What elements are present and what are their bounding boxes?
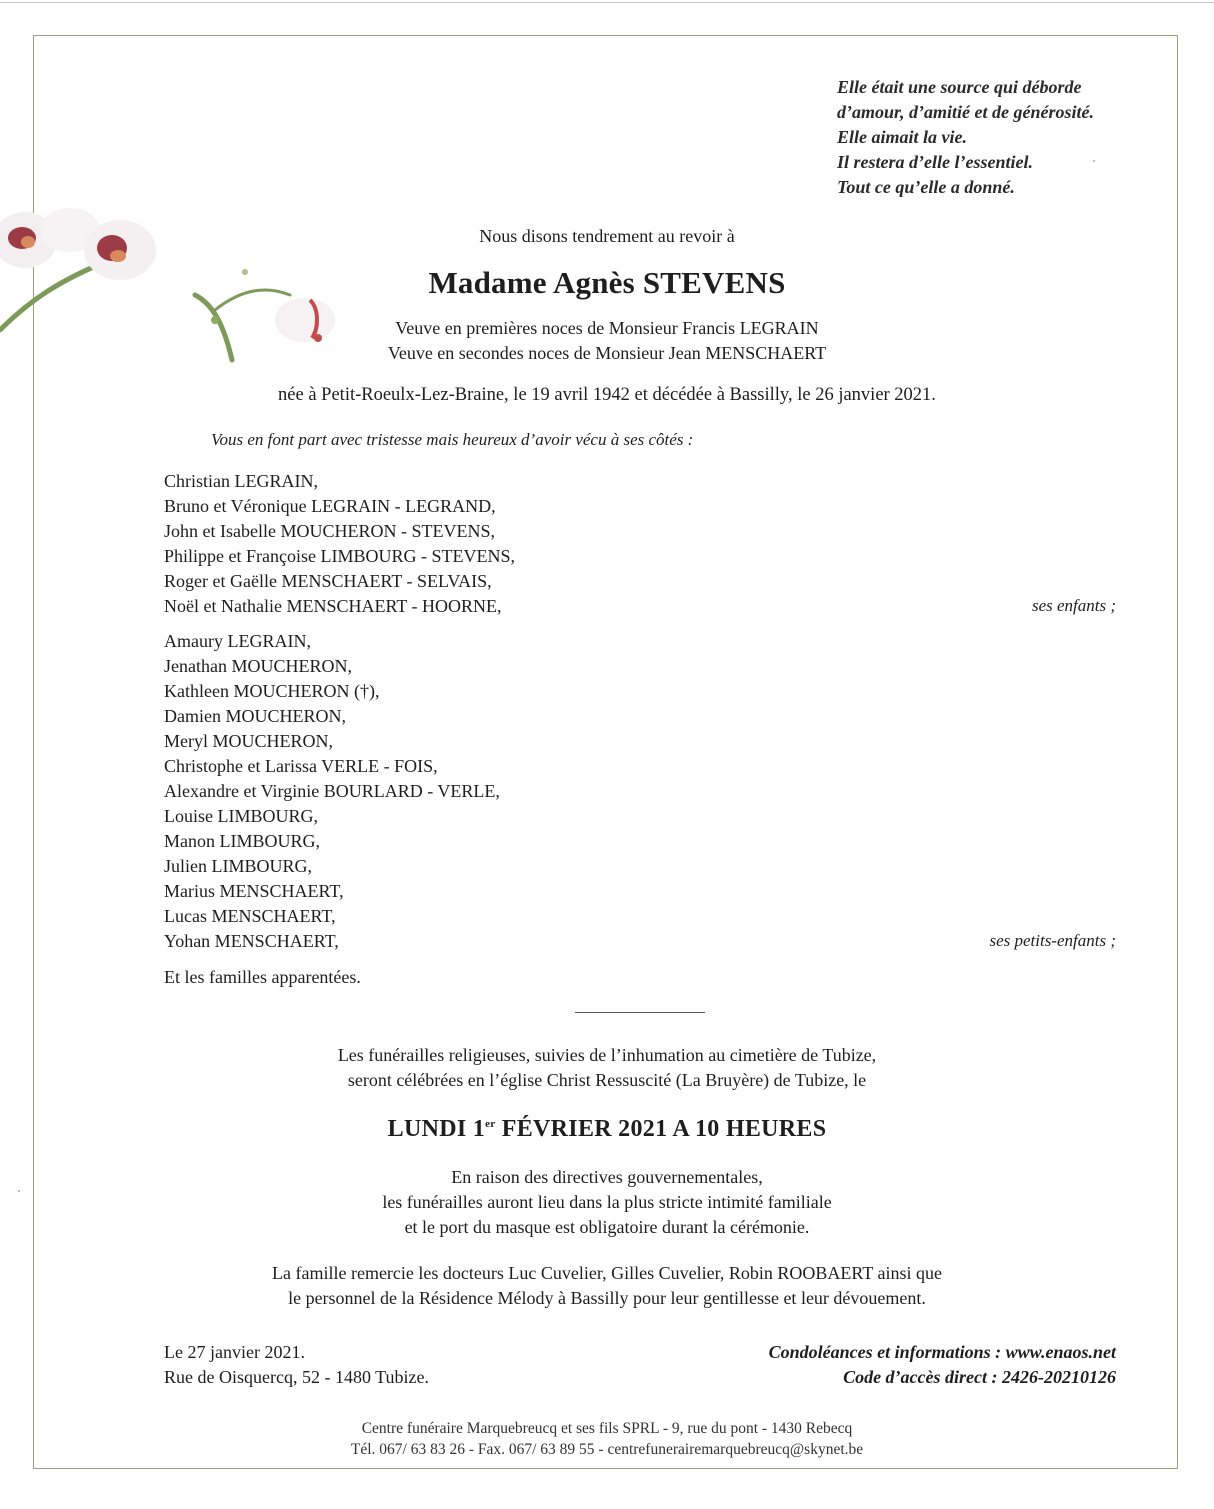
deceased-name: Madame Agnès STEVENS [428, 265, 786, 300]
thanks-line: La famille remercie les docteurs Luc Cuvelier, Gilles Cuvelier, Robin ROOBAERT ainsi que [272, 1263, 942, 1283]
thanks-notice [0, 1261, 1214, 1311]
announcement-line: Vous en font part avec tristesse mais heureux d’avoir vécu à ses côtés : [211, 430, 694, 449]
covid-notice [0, 1165, 1214, 1240]
children-relation: ses enfants ; [1031, 596, 1116, 615]
list-item: Amaury LEGRAIN, [164, 631, 311, 651]
poem-line: Il restera d’elle l’essentiel. [837, 152, 1033, 172]
condolences-info [769, 1340, 1116, 1390]
funeral-date-rest: FÉVRIER 2021 A 10 HEURES [495, 1116, 827, 1142]
funeral-date [0, 1116, 1214, 1143]
covid-line: les funérailles auront lieu dans la plus stricte intimité familiale [382, 1192, 832, 1212]
poem-line: Tout ce qu’elle a donné. [837, 177, 1015, 197]
covid-line: et le port du masque est obligatoire durant la cérémonie. [404, 1217, 810, 1237]
family-address: Rue de Oisquercq, 52 - 1480 Tubize. [164, 1367, 429, 1387]
footer-contact: Tél. 067/ 63 83 26 - Fax. 067/ 63 89 55 - centrefunerairemarquebreucq@skynet.be [350, 1441, 864, 1458]
list-item: Roger et Gaëlle MENSCHAERT - SELVAIS, [164, 571, 492, 591]
funeral-date-ordinal: er [485, 1118, 496, 1130]
families-line: Et les familles apparentées. [164, 967, 361, 987]
scan-speck [1093, 160, 1095, 162]
list-item: Lucas MENSCHAERT, [164, 906, 336, 926]
children-list [164, 469, 515, 619]
poem [837, 75, 1094, 200]
list-item: Christian LEGRAIN, [164, 471, 318, 491]
access-code: Code d’accès direct : 2426-20210126 [843, 1367, 1116, 1387]
widow-info [0, 316, 1214, 366]
list-item: Louise LIMBOURG, [164, 806, 318, 826]
scan-top-line [0, 2, 1214, 3]
birth-death-info: née à Petit-Roeulx-Lez-Braine, le 19 avril 1942 et décédée à Bassilly, le 26 janvier 2021. [278, 385, 936, 405]
list-item: Noël et Nathalie MENSCHAERT - HOORNE, [164, 596, 502, 616]
list-item: Marius MENSCHAERT, [164, 881, 344, 901]
grandchildren-list [164, 629, 500, 954]
grandchildren-relation: ses petits-enfants ; [989, 931, 1116, 950]
intro-text: Nous disons tendrement au revoir à [479, 226, 735, 246]
list-item: Christophe et Larissa VERLE - FOIS, [164, 756, 438, 776]
list-item: Jenathan MOUCHERON, [164, 656, 352, 676]
date-and-address [164, 1340, 429, 1390]
widow-line: Veuve en secondes noces de Monsieur Jean MENSCHAERT [387, 343, 827, 363]
document-date: Le 27 janvier 2021. [164, 1342, 305, 1362]
list-item: Kathleen MOUCHERON (†), [164, 681, 380, 701]
list-item: Bruno et Véronique LEGRAIN - LEGRAND, [164, 496, 496, 516]
condolences-website: Condoléances et informations : www.enaos.net [768, 1342, 1116, 1362]
poem-line: Elle aimait la vie. [837, 127, 967, 147]
footer-address: Centre funéraire Marquebreucq et ses fils SPRL - 9, rue du pont - 1430 Rebecq [361, 1420, 853, 1437]
list-item: Alexandre et Virginie BOURLARD - VERLE, [164, 781, 500, 801]
scan-speck [18, 1190, 20, 1192]
list-item: John et Isabelle MOUCHERON - STEVENS, [164, 521, 495, 541]
thanks-line: le personnel de la Résidence Mélody à Bassilly pour leur gentillesse et leur dévouement. [288, 1288, 926, 1308]
covid-line: En raison des directives gouvernementales, [451, 1167, 763, 1187]
funeral-date-day: LUNDI 1 [387, 1116, 486, 1142]
service-line: seront célébrées en l’église Christ Ressuscité (La Bruyère) de Tubize, le [347, 1070, 867, 1090]
list-item: Meryl MOUCHERON, [164, 731, 333, 751]
poem-line: Elle était une source qui déborde [837, 77, 1082, 97]
list-item: Philippe et Françoise LIMBOURG - STEVENS, [164, 546, 515, 566]
list-item: Julien LIMBOURG, [164, 856, 312, 876]
funeral-home-footer [0, 1418, 1214, 1460]
list-item: Manon LIMBOURG, [164, 831, 320, 851]
service-line: Les funérailles religieuses, suivies de l’inhumation au cimetière de Tubize, [337, 1045, 877, 1065]
poem-line: d’amour, d’amitié et de générosité. [837, 102, 1094, 122]
service-info [0, 1043, 1214, 1093]
list-item: Damien MOUCHERON, [164, 706, 346, 726]
separator-line [575, 1012, 705, 1013]
list-item: Yohan MENSCHAERT, [164, 931, 339, 951]
widow-line: Veuve en premières noces de Monsieur Francis LEGRAIN [395, 318, 819, 338]
